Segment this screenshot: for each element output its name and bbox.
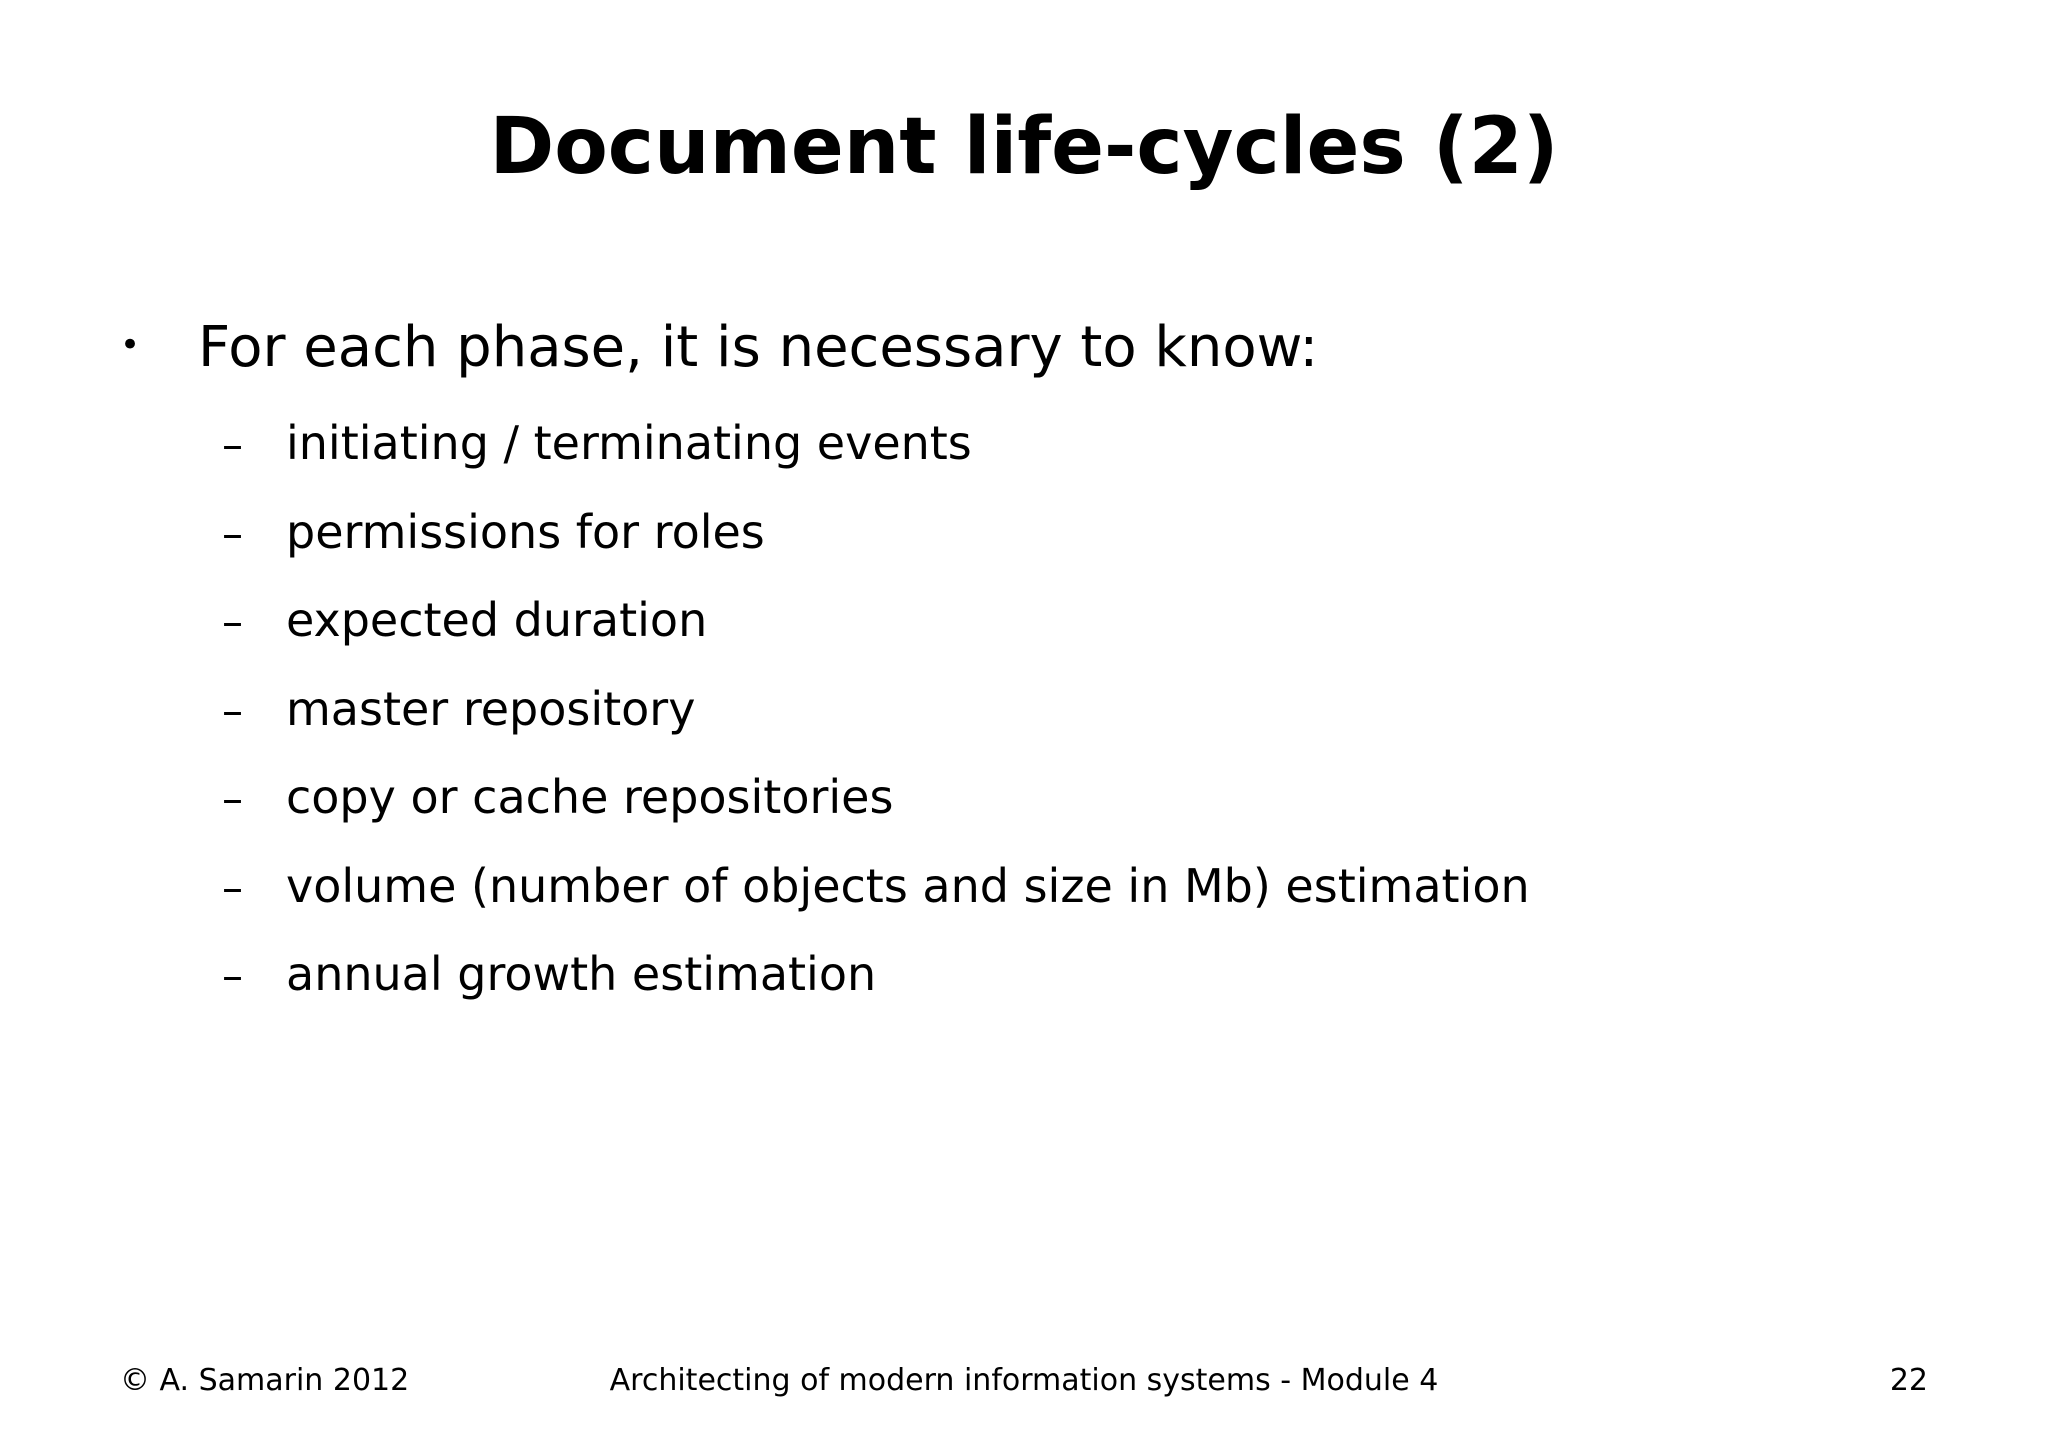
dash-marker: – bbox=[222, 862, 243, 912]
sub-bullet-item bbox=[222, 681, 1530, 775]
sub-bullet-text: master repository bbox=[286, 681, 696, 736]
dash-marker: – bbox=[222, 508, 243, 558]
dash-marker: – bbox=[222, 774, 243, 823]
main-bullet bbox=[120, 315, 1319, 380]
sub-bullet-item bbox=[222, 593, 1530, 686]
main-bullet-text: For each phase, it is necessary to know: bbox=[198, 315, 1319, 380]
sub-bullet-text: annual growth estimation bbox=[286, 947, 877, 1001]
sub-bullet-item bbox=[222, 770, 1530, 863]
sub-bullet-item bbox=[222, 947, 1530, 1040]
footer-copyright: © A. Samarin 2012 bbox=[120, 1363, 410, 1398]
dash-marker: – bbox=[222, 597, 243, 646]
dash-marker: – bbox=[222, 420, 243, 469]
dash-marker: – bbox=[222, 951, 243, 1000]
sub-bullet-text: volume (number of objects and size in Mb) estimation bbox=[286, 858, 1530, 913]
sub-bullet-list bbox=[222, 416, 1530, 1040]
sub-bullet-text: copy or cache repositories bbox=[286, 770, 894, 824]
sub-bullet-item bbox=[222, 416, 1530, 509]
slide-title: Document life-cycles (2) bbox=[489, 102, 1559, 192]
sub-bullet-item bbox=[222, 504, 1530, 598]
footer-page-number: 22 bbox=[1889, 1363, 1928, 1398]
sub-bullet-text: permissions for roles bbox=[286, 504, 765, 559]
sub-bullet-text: expected duration bbox=[286, 593, 708, 647]
dash-marker: – bbox=[222, 685, 243, 735]
sub-bullet-text: initiating / terminating events bbox=[286, 416, 972, 470]
footer-course-title: Architecting of modern information systems - Module 4 bbox=[609, 1363, 1439, 1398]
bullet-marker: • bbox=[120, 325, 141, 365]
sub-bullet-item bbox=[222, 858, 1530, 952]
